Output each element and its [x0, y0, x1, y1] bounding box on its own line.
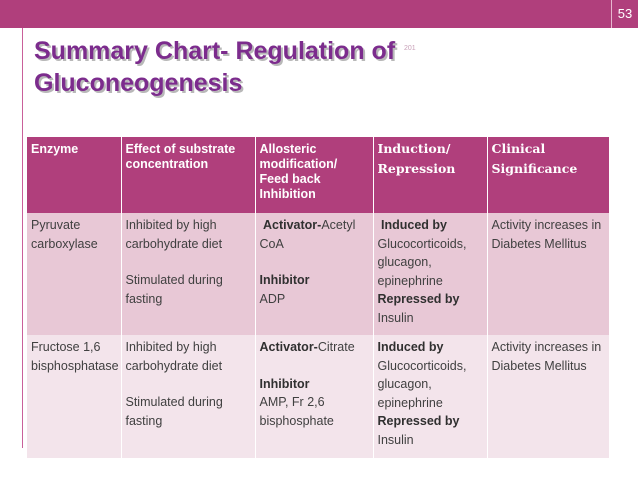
induced-value: Glucocorticoids, glucagon, epinephrine	[377, 358, 467, 410]
substrate-inhibited: Inhibited by high carbohydrate diet	[125, 218, 223, 251]
top-bar	[0, 0, 638, 28]
repressed-label: Repressed by	[377, 292, 460, 306]
substrate-stimulated: Stimulated during fasting	[125, 395, 223, 428]
inhibitor-label: Inhibitor	[259, 376, 310, 391]
header-induction: Induction/ Repression	[373, 137, 487, 213]
repressed-value: Insulin	[377, 432, 414, 447]
induced-label: Induced by	[380, 218, 447, 232]
cell-induction	[373, 335, 487, 458]
left-rule	[22, 28, 23, 448]
cell-enzyme: Pyruvate carboxylase	[27, 213, 121, 335]
substrate-inhibited: Inhibited by high carbohydrate diet	[125, 340, 223, 373]
header-allosteric: Allosteric modification/ Feed back Inhibition	[255, 137, 373, 213]
inhibitor-value: AMP, Fr 2,6 bisphosphate	[259, 395, 334, 428]
activator-value: Citrate	[317, 340, 355, 354]
cell-allosteric	[255, 335, 373, 458]
inhibitor-label: Inhibitor	[259, 273, 310, 287]
cell-allosteric	[255, 213, 373, 335]
activator-label: Activator-	[259, 340, 318, 354]
cell-substrate	[121, 213, 255, 335]
cell-clinical: Activity increases in Diabetes Mellitus	[487, 335, 609, 458]
cell-enzyme: Fructose 1,6 bisphosphatase	[27, 335, 121, 458]
repressed-label: Repressed by	[377, 414, 460, 428]
repressed-value: Insulin	[377, 310, 414, 325]
cell-clinical: Activity increases in Diabetes Mellitus	[487, 213, 609, 335]
cell-substrate	[121, 335, 255, 458]
table-row	[27, 213, 609, 335]
header-clinical: Clinical Significance	[487, 137, 609, 213]
slide-number: 53	[611, 0, 638, 28]
inhibitor-value: ADP	[259, 291, 286, 306]
induced-label: Induced by	[377, 340, 444, 354]
table-row	[27, 335, 609, 458]
header-substrate: Effect of substrate concentration	[121, 137, 255, 213]
slide-title-line2: Gluconeogenesis	[34, 69, 243, 97]
header-enzyme: Enzyme	[27, 137, 121, 213]
induced-value: Glucocorticoids, glucagon, epinephrine	[377, 236, 467, 288]
watermark: 201	[404, 45, 416, 52]
activator-label: Activator-	[262, 218, 322, 232]
slide-title	[34, 35, 594, 99]
activator-value: Acetyl CoA	[259, 218, 356, 251]
slide-title-line1: Summary Chart- Regulation of	[34, 37, 396, 65]
regulation-table	[27, 137, 610, 458]
substrate-stimulated: Stimulated during fasting	[125, 273, 223, 306]
table-header-row	[27, 137, 609, 213]
cell-induction	[373, 213, 487, 335]
